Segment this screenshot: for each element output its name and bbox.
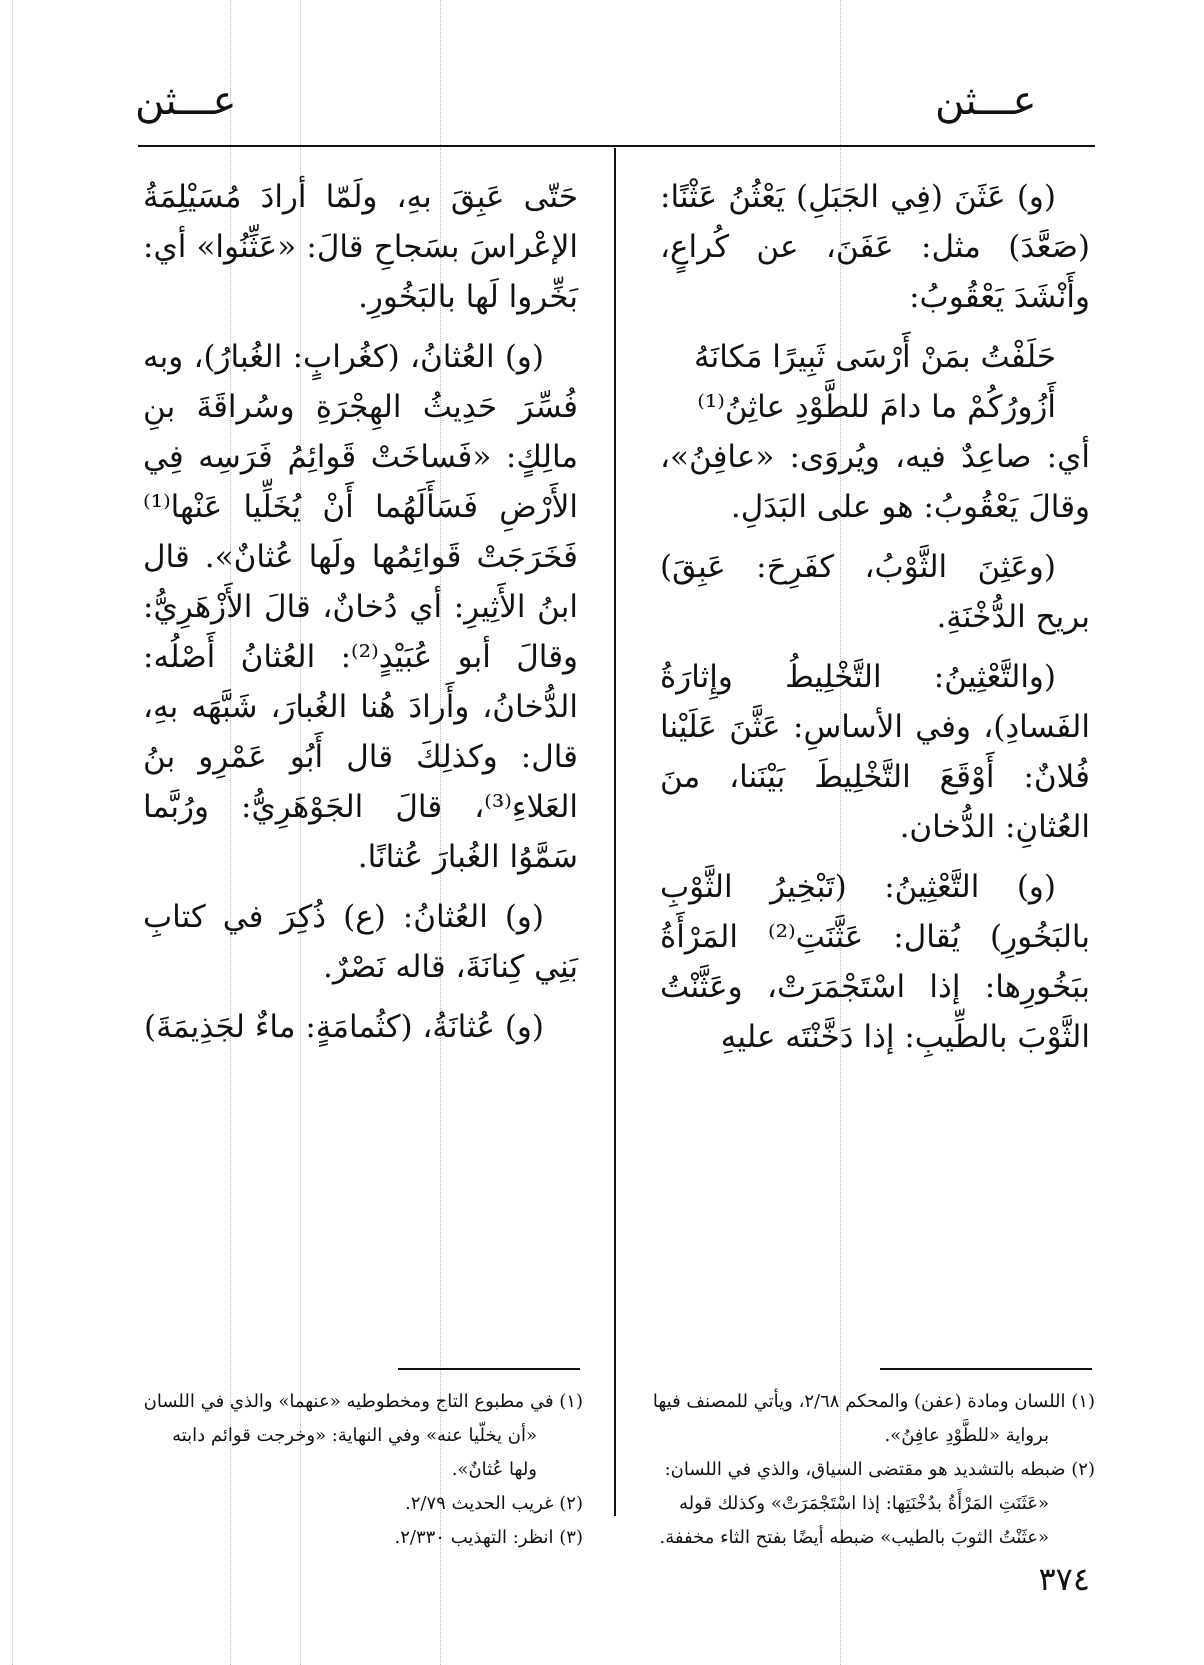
footnote: (١) اللسان ومادة (عفن) والمحكم ٢/٦٨، ويأتي للمصنف فيها برواية «للطَّوْدِ عافِنُ».: [652, 1391, 1095, 1446]
poetry-verse: حَلَفْتُ بمَنْ أَرْسَى ثَبِيرًا مَكانَهُ: [694, 339, 1056, 375]
entry-paragraph: حَتّى عَبِقَ بهِ، ولَمّا أرادَ مُسَيْلِمَةُ الإعْراسَ بسَجاحِ قالَ: «عَثِّنُوا» أي: بَخِّروا لَها بالبَخُورِ.: [143, 179, 578, 315]
footnote: (٢) ضبطه بالتشديد هو مقتضى السياق، والذي في اللسان: «عَثَنَتِ المَرْأَةُ بدُخْنَتِها: إذا اسْتَجْمَرَتْ» وكذلك قوله «عثَنْتُ الثوبَ بالطيب» ضبطه أيضًا بفتح الثاء مخففة.: [659, 1459, 1095, 1548]
scan-artifact-line: [12, 0, 13, 1665]
entry-paragraph: (و) العُثانُ: (ع) ذُكِرَ في كتابِ بَنِي كِنانَةَ، قاله نَصْرٌ.: [143, 899, 578, 985]
entry-paragraph: (وعَثِنَ الثَّوْبُ، كفَرِحَ: عَبِقَ) بريح الدُّخْنَةِ.: [660, 549, 1090, 635]
entry-paragraph: (و) التَّعْثِينُ: (تَبْخِيرُ الثَّوْبِ بالبَخُورِ) يُقال: عَثَّنَتِ⁽²⁾ المَرْأَةُ ببَخُورِها: إذا اسْتَجْمَرَتْ، وعَثَّنْتُ الثَّوْبَ بالطِّيبِ: إذا دَخَّنْتَه عليهِ: [660, 869, 1090, 1055]
column-divider: [614, 148, 616, 1516]
footnotes-right: [650, 1385, 1095, 1555]
entry-paragraph: أي: صاعِدٌ فيه، ويُروَى: «عافِنُ»، وقالَ يَعْقُوبُ: هو على البَدَلِ.: [660, 439, 1090, 525]
entry-paragraph: (و) عَثَنَ (فِي الجَبَلِ) يَعْثُنُ عَثْنًا: (صَعَّدَ) مثل: عَفَنَ، عن كُراعٍ، وأَنْشَدَ يَعْقُوبُ:: [660, 179, 1090, 315]
footnotes-left: [143, 1385, 583, 1555]
footnote: (٢) غريب الحديث ٢/٧٩.: [405, 1493, 583, 1514]
header-rule: [138, 145, 1095, 147]
poetry-verse: أَزُورُكُمْ ما دامَ للطَّوْدِ عاثِنُ⁽¹⁾: [697, 389, 1056, 425]
left-column: [143, 172, 578, 1062]
footnote: (٣) انظر: التهذيب ٢/٣٣٠.: [394, 1527, 583, 1548]
page-number: ٣٧٤: [1038, 1560, 1090, 1598]
running-header-left: عـــثن: [135, 78, 237, 124]
footnote: (١) في مطبوع التاج ومخطوطيه «عنهما» والذي في اللسان «أن يخلّيا عنه» وفي النهاية: «وخرجت قوائم دابته ولها عُثانٌ».: [143, 1391, 583, 1480]
footnote-rule: [398, 1368, 580, 1370]
entry-paragraph: (و) عُثانَةُ، (كثُمامَةٍ: ماءٌ لجَذِيمَةَ): [144, 1009, 544, 1045]
footnote-rule: [880, 1368, 1092, 1370]
right-column: [660, 172, 1090, 1072]
running-header-right: عـــثن: [935, 78, 1037, 124]
entry-paragraph: (و) العُثانُ، (كغُرابٍ: الغُبارُ)، وبه فُسِّرَ حَدِيثُ الهِجْرَةِ وسُراقَةَ بنِ مالِكٍ: «فَساخَتْ قَوائِمُ فَرَسِه فِي الأَرْضِ فَسَأَلَهُما أَنْ يُخَلِّيا عَنْها⁽¹⁾ فَخَرَجَتْ قَوائِمُها ولَها عُثانٌ». قال ابنُ الأَثِيرِ: أي دُخانٌ، قالَ الأَزْهَرِيُّ: وقالَ أبو عُبَيْدٍ⁽²⁾: العُثانُ أَصْلُه: الدُّخانُ، وأَرادَ هُنا الغُبارَ، شَبَّهَه بهِ، قال: وكذلِكَ قال أَبُو عَمْرِو بنُ العَلاءِ⁽³⁾، قالَ الجَوْهَرِيُّ: ورُبَّما سَمَّوُا الغُبارَ عُثانًا.: [143, 339, 578, 875]
entry-paragraph: (والتَّعْثِينُ: التَّخْلِيطُ وإِثارَةُ الفَسادِ)، وفي الأساسِ: عَثَّنَ عَلَيْنا فُلانٌ: أَوْقَعَ التَّخْلِيطَ بَيْنَنا، منَ العُثانِ: الدُّخان.: [660, 659, 1090, 845]
